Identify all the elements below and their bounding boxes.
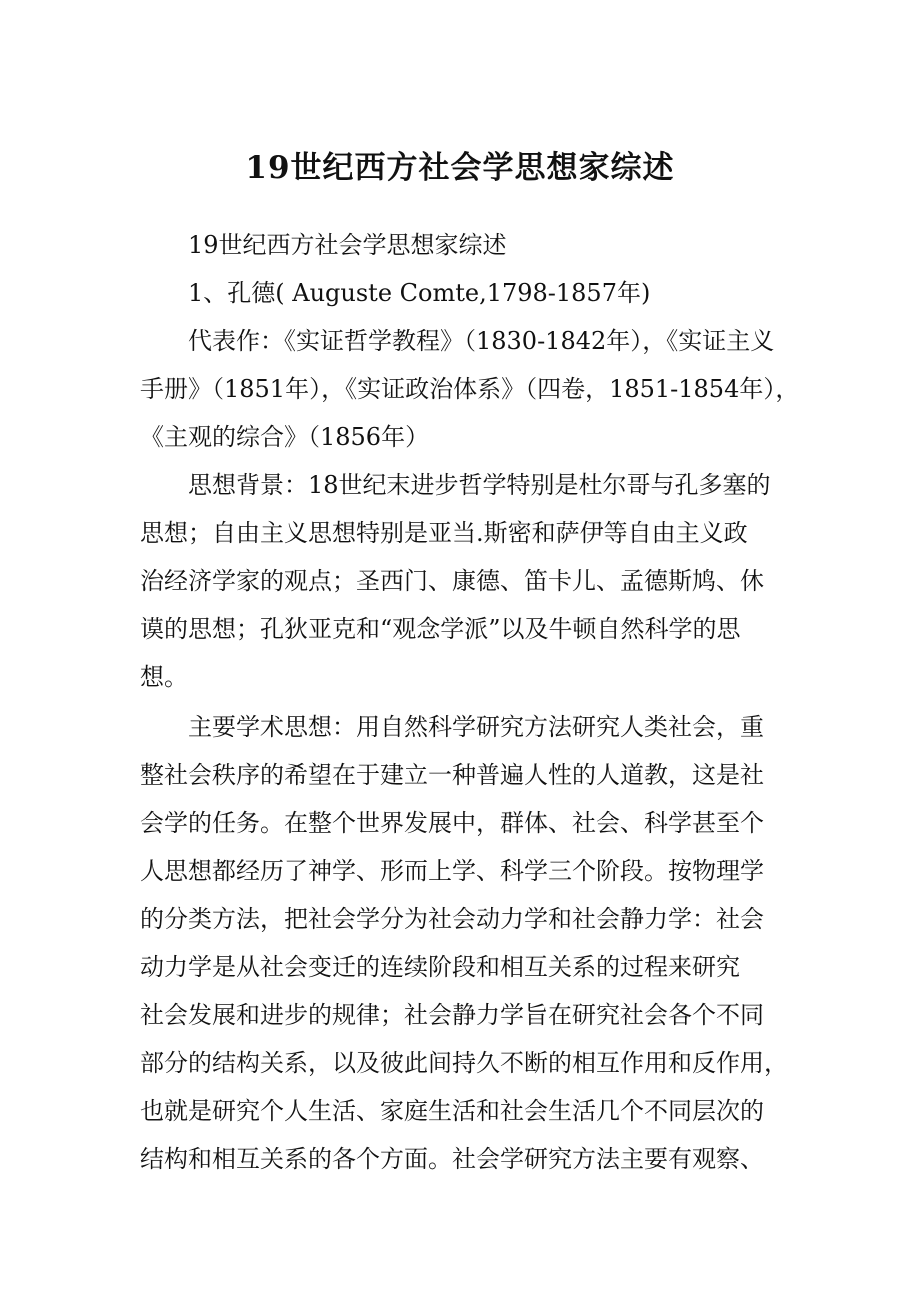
paragraph-works-line: 代表作：《实证哲学教程》（1830-1842年），《实证主义 <box>188 327 775 355</box>
paragraph-main-thought-line: 社会发展和进步的规律；社会静力学旨在研究社会各个不同 <box>140 1001 764 1029</box>
paragraph-main-thought-line: 会学的任务。在整个世界发展中，群体、社会、科学甚至个 <box>140 809 764 837</box>
paragraph-background-line: 思想；自由主义思想特别是亚当.斯密和萨伊等自由主义政 <box>140 519 748 547</box>
paragraph-main-thought-line: 部分的结构关系，以及彼此间持久不断的相互作用和反作用， <box>140 1049 788 1077</box>
paragraph-works-line: 《主观的综合》（1856年） <box>140 423 430 451</box>
paragraph-main-thought-line: 结构和相互关系的各个方面。社会学研究方法主要有观察、 <box>140 1145 764 1173</box>
section-heading: 1、孔德( Auguste Comte,1798-1857年) <box>188 279 651 307</box>
paragraph-main-thought-line: 人思想都经历了神学、形而上学、科学三个阶段。按物理学 <box>140 857 764 885</box>
paragraph-background-line: 思想背景：18世纪末进步哲学特别是杜尔哥与孔多塞的 <box>188 471 771 499</box>
document-title: 19世纪西方社会学思想家综述 <box>245 150 675 186</box>
paragraph-main-thought-line: 的分类方法，把社会学分为社会动力学和社会静力学：社会 <box>140 905 764 933</box>
paragraph-background-line: 治经济学家的观点；圣西门、康德、笛卡儿、孟德斯鸠、休 <box>140 567 764 595</box>
paragraph-background-line: 想。 <box>140 663 188 691</box>
paragraph-main-thought-line: 也就是研究个人生活、家庭生活和社会生活几个不同层次的 <box>140 1097 764 1125</box>
paragraph-main-thought-line: 整社会秩序的希望在于建立一种普遍人性的人道教，这是社 <box>140 761 764 789</box>
paragraph-main-thought-line: 主要学术思想：用自然科学研究方法研究人类社会，重 <box>188 713 764 741</box>
paragraph-works-line: 手册》（1851年），《实证政治体系》（四卷，1851-1854年）， <box>140 375 800 403</box>
subtitle-line: 19世纪西方社会学思想家综述 <box>188 231 507 259</box>
paragraph-main-thought-line: 动力学是从社会变迁的连续阶段和相互关系的过程来研究 <box>140 953 740 981</box>
paragraph-background-line: 谟的思想；孔狄亚克和“观念学派”以及牛顿自然科学的思 <box>140 615 741 643</box>
